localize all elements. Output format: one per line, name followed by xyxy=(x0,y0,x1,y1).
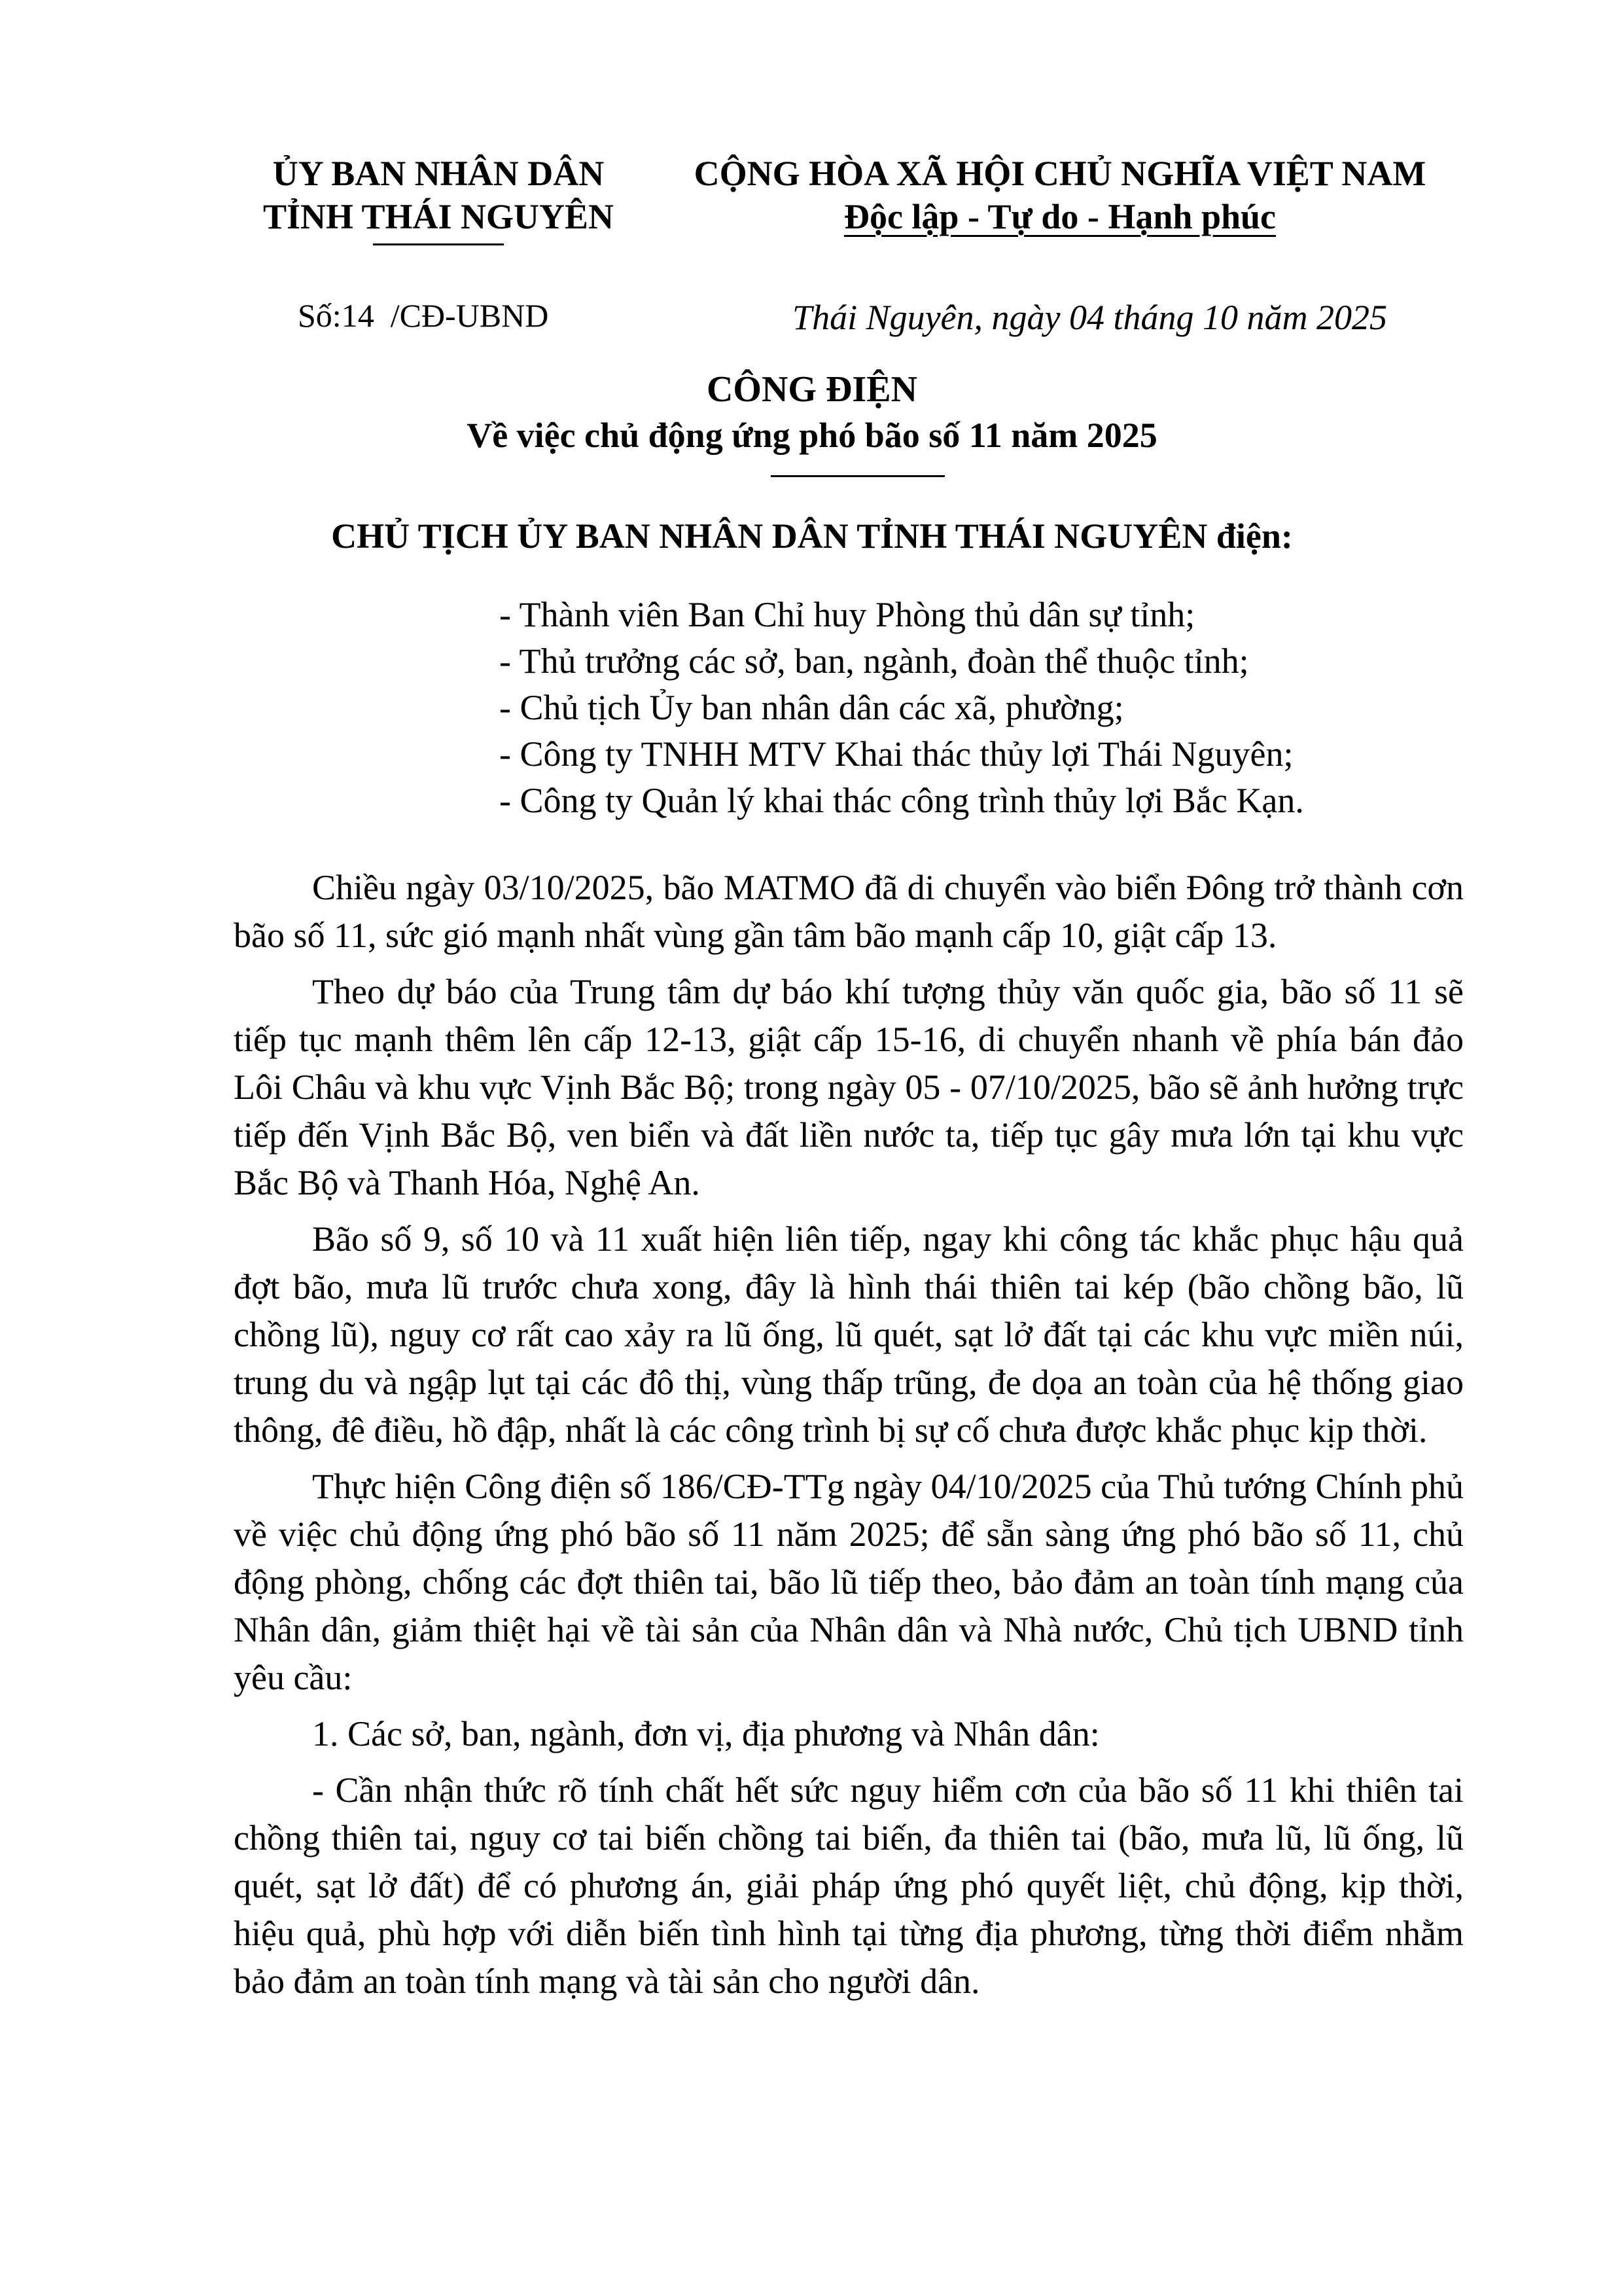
addresser: CHỦ TỊCH ỦY BAN NHÂN DÂN TỈNH THÁI NGUYÊN điện: xyxy=(331,516,1293,556)
recipient-item: - Công ty Quản lý khai thác công trình thủy lợi Bắc Kạn. xyxy=(499,781,1304,820)
agency-line-1: ỦY BAN NHÂN DÂN xyxy=(272,154,605,193)
subject-divider xyxy=(771,475,945,477)
body-paragraph: Bão số 9, số 10 và 11 xuất hiện liên tiếp, ngay khi công tác khắc phục hậu quả đợt bão, mưa lũ trước chưa xong, đây là hình thái thiên tai kép (bão chồng bão, lũ chồng lũ), nguy cơ rất cao xảy ra lũ ống, lũ quét, sạt lở đất tại các khu vực miền núi, trung du và ngập lụt tại các đô thị, vùng thấp trũng, đe dọa an toàn của hệ thống giao thông, đê điều, hồ đập, nhất là các công trình bị sự cố chưa được khắc phục kịp thời. xyxy=(234,1219,1464,1450)
body-paragraph: Chiều ngày 03/10/2025, bão MATMO đã di chuyển vào biển Đông trở thành cơn bão số 11, sức gió mạnh nhất vùng gần tâm bão mạnh cấp 10, giật cấp 13. xyxy=(234,868,1464,955)
recipient-item: - Thành viên Ban Chỉ huy Phòng thủ dân sự tỉnh; xyxy=(499,595,1195,634)
agency-line-2: TỈNH THÁI NGUYÊN xyxy=(262,197,614,236)
place-and-date: Thái Nguyên, ngày 04 tháng 10 năm 2025 xyxy=(792,298,1387,337)
national-title xyxy=(680,152,1439,238)
issuing-agency xyxy=(242,152,635,238)
body-paragraph: - Cần nhận thức rõ tính chất hết sức nguy hiểm cơn của bão số 11 khi thiên tai chồng thiên tai, nguy cơ tai biến chồng tai biến, đa thiên tai (bão, mưa lũ, lũ ống, lũ quét, sạt lở đất) để có phương án, giải pháp ứng phó quyết liệt, chủ động, kịp thời, hiệu quả, phù hợp với diễn biến tình hình tại từng địa phương, từng thời điểm nhằm bảo đảm an toàn tính mạng và tài sản cho người dân. xyxy=(234,1770,1464,2001)
body-paragraph: 1. Các sở, ban, ngành, đơn vị, địa phương và Nhân dân: xyxy=(312,1714,1100,1753)
agency-underline xyxy=(373,243,504,245)
nation-motto xyxy=(680,195,1439,238)
nation-line-1: CỘNG HÒA XÃ HỘI CHỦ NGHĨA VIỆT NAM xyxy=(694,154,1426,193)
nation-line-2: Độc lập - Tự do - Hạnh phúc xyxy=(843,197,1277,236)
document-type: CÔNG ĐIỆN xyxy=(706,369,918,410)
recipient-item: - Chủ tịch Ủy ban nhân dân các xã, phường; xyxy=(499,688,1124,727)
recipient-item: - Thủ trưởng các sở, ban, ngành, đoàn thể thuộc tỉnh; xyxy=(499,641,1249,681)
document-number: Số:14 /CĐ-UBND xyxy=(298,297,549,334)
body-paragraph: Theo dự báo của Trung tâm dự báo khí tượng thủy văn quốc gia, bão số 11 sẽ tiếp tục mạnh thêm lên cấp 12-13, giật cấp 15-16, di chuyển nhanh về phía bán đảo Lôi Châu và khu vực Vịnh Bắc Bộ; trong ngày 05 - 07/10/2025, bão sẽ ảnh hưởng trực tiếp đến Vịnh Bắc Bộ, ven biển và đất liền nước ta, tiếp tục gây mưa lớn tại khu vực Bắc Bộ và Thanh Hóa, Nghệ An. xyxy=(234,972,1464,1202)
recipient-list xyxy=(499,592,1481,824)
document-body xyxy=(234,864,1464,2014)
document-subject: Về việc chủ động ứng phó bão số 11 năm 2025 xyxy=(467,416,1157,455)
body-paragraph: Thực hiện Công điện số 186/CĐ-TTg ngày 04/10/2025 của Thủ tướng Chính phủ về việc chủ động ứng phó bão số 11 năm 2025; để sẵn sàng ứng phó bão số 11, chủ động phòng, chống các đợt thiên tai, bão lũ tiếp theo, bảo đảm an toàn tính mạng của Nhân dân, giảm thiệt hại về tài sản của Nhân dân và Nhà nước, Chủ tịch UBND tỉnh yêu cầu: xyxy=(234,1467,1464,1697)
recipient-item: - Công ty TNHH MTV Khai thác thủy lợi Thái Nguyên; xyxy=(499,734,1294,774)
